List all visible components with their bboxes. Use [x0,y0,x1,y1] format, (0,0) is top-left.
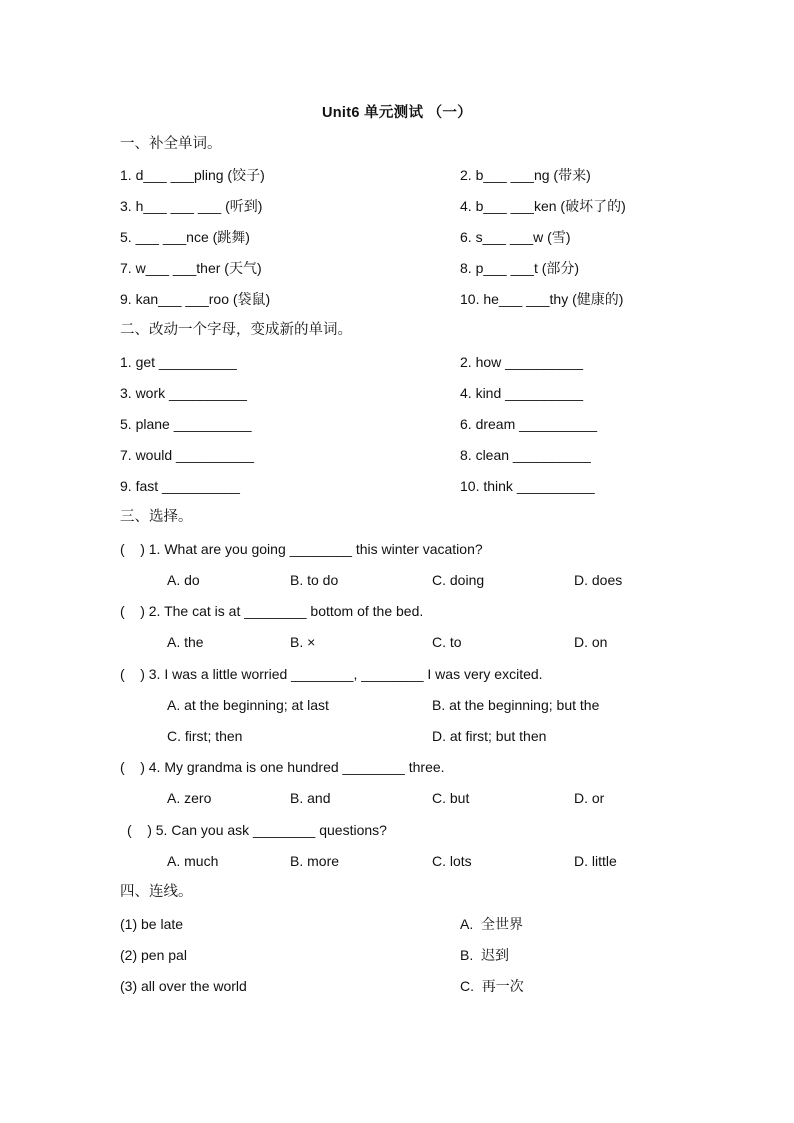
change-letter-item-6: 6. dream __________ [460,416,597,432]
choice-question-1: ( ) 1. What are you going ________ this winter vacation? [120,541,483,557]
match-right-a: A. 全世界 [460,916,524,932]
fill-word-item-6: 6. s___ ___w (雪) [460,229,571,245]
change-letter-item-2: 2. how __________ [460,354,583,370]
change-letter-item-1: 1. get __________ [120,354,237,370]
fill-word-item-10: 10. he___ ___thy (健康的) [460,291,624,307]
choice-5-option-b: B. more [290,853,340,869]
match-left-1: (1) be late [120,916,184,932]
match-left-3: (3) all over the world [120,978,247,994]
fill-word-item-4: 4. b___ ___ken (破坏了的) [460,198,626,214]
choice-2-option-b: B. × [290,634,316,650]
choice-2-option-d: D. on [574,634,608,650]
change-letter-item-10: 10. think __________ [460,478,595,494]
change-letter-item-7: 7. would __________ [120,447,254,463]
choice-question-5: ( ) 5. Can you ask ________ questions? [127,822,387,838]
choice-2-option-c: C. to [432,634,462,650]
choice-4-option-a: A. zero [167,790,212,806]
choice-3-option-c: C. first; then [167,728,243,744]
section-3-heading: 三、选择。 [120,509,193,525]
choice-question-3: ( ) 3. I was a little worried ________, ________ I was very excited. [120,666,543,682]
choice-5-option-d: D. little [574,853,617,869]
choice-5-option-a: A. much [167,853,219,869]
choice-question-4: ( ) 4. My grandma is one hundred ________ three. [120,759,445,775]
section-4-heading: 四、连线。 [120,884,193,900]
section-1-heading: 一、补全单词。 [120,136,222,152]
choice-4-option-d: D. or [574,790,605,806]
choice-5-option-c: C. lots [432,853,472,869]
choice-1-option-c: C. doing [432,572,485,588]
choice-1-option-d: D. does [574,572,623,588]
fill-word-item-7: 7. w___ ___ther (天气) [120,260,262,276]
change-letter-item-9: 9. fast __________ [120,478,240,494]
change-letter-item-5: 5. plane __________ [120,416,252,432]
choice-3-option-b: B. at the beginning; but the [432,697,600,713]
fill-word-item-9: 9. kan___ ___roo (袋鼠) [120,291,271,307]
choice-3-option-a: A. at the beginning; at last [167,697,329,713]
change-letter-item-3: 3. work __________ [120,385,247,401]
fill-word-item-8: 8. p___ ___t (部分) [460,260,580,276]
change-letter-item-8: 8. clean __________ [460,447,591,463]
fill-word-item-1: 1. d___ ___pling (饺子) [120,167,265,183]
match-right-c: C. 再一次 [460,978,524,994]
choice-4-option-b: B. and [290,790,331,806]
fill-word-item-3: 3. h___ ___ ___ (听到) [120,198,263,214]
choice-3-option-d: D. at first; but then [432,728,547,744]
choice-question-2: ( ) 2. The cat is at ________ bottom of the bed. [120,603,424,619]
match-left-2: (2) pen pal [120,947,187,963]
match-right-b: B. 迟到 [460,947,510,963]
change-letter-item-4: 4. kind __________ [460,385,583,401]
choice-1-option-b: B. to do [290,572,339,588]
fill-word-item-2: 2. b___ ___ng (带来) [460,167,591,183]
section-2-heading: 二、改动一个字母，变成新的单词。 [120,322,352,338]
page-title: Unit6 单元测试 （一） [321,105,472,121]
choice-4-option-c: C. but [432,790,470,806]
choice-2-option-a: A. the [167,634,204,650]
fill-word-item-5: 5. ___ ___nce (跳舞) [120,229,250,245]
choice-1-option-a: A. do [167,572,200,588]
